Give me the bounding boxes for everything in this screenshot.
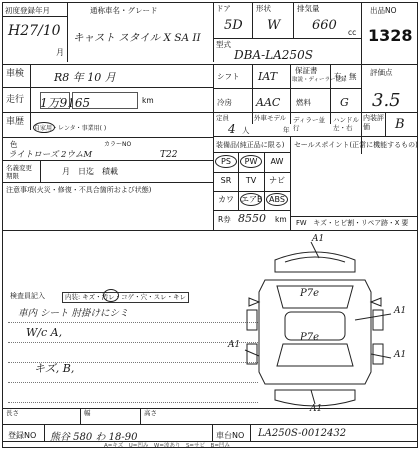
notes-label: 注意事項(火災・修復・不具合箇所および状態) (6, 186, 152, 194)
inspector-note-1: 車内 シート 肘掛けにシミ (18, 308, 129, 319)
first-registration-label: 初度登録年月 (5, 6, 50, 15)
equipment-item: TV (245, 176, 257, 185)
warranty-label: 保証書 (295, 66, 318, 75)
name-change-fields: 月 日迄 積載 (62, 167, 118, 176)
fuel-label: 燃料 (296, 98, 311, 107)
equipment-checked-circle (240, 193, 262, 206)
model-type-label: 型式 (216, 40, 231, 49)
inspection-label: 車検 (6, 69, 25, 79)
diagram-mark-front: P7e (300, 288, 320, 299)
fw-label: FW キズ・ヒビ割・リペア跡・X 要 (296, 219, 409, 227)
model-type-value: DBA-LA250S (234, 48, 313, 62)
diagram-mark-bottom: A1 (310, 404, 323, 414)
ac-label: 冷房 (217, 98, 232, 107)
equipment-item: カワ (218, 195, 234, 204)
inspector-label: 検査員記入 (10, 292, 45, 300)
equipment-item: PW (244, 157, 258, 166)
diagram-mark-right-lower: A1 (394, 350, 407, 360)
dealer-label: ディラー並行 (293, 116, 325, 132)
lot-number: 1328 (368, 26, 413, 45)
equipment-label: 装備品(純正品に限る) (216, 141, 285, 149)
equipment-item: SR (220, 176, 232, 185)
capacity-unit: 人 (242, 126, 250, 135)
mileage-box-1 (40, 92, 70, 109)
interior-label: 内装評価 (363, 114, 384, 131)
reg-no-value: 熊谷 580 わ 18-90 (50, 432, 138, 443)
ac-value: AAC (256, 96, 281, 109)
r-usage-label: R券 (218, 215, 231, 224)
first-registration-unit: 月 (56, 48, 64, 57)
doors-value: 5D (224, 18, 243, 33)
reg-no-label: 登録NO (8, 431, 37, 440)
warranty-value: 有・無 (334, 72, 357, 81)
handle-label: ハンドル左・右 (333, 116, 359, 132)
inspector-note-3: キズ, B, (34, 362, 75, 375)
model-name-label: 通称車名・グレード (90, 6, 158, 15)
chassis-label: 車台NO (216, 431, 245, 440)
shift-value: IAT (258, 70, 278, 83)
capacity-value: 4 (228, 122, 236, 136)
equipment-checked-circle (266, 193, 288, 206)
interior-value: B (395, 117, 405, 132)
equipment-item: AW (270, 157, 284, 166)
doors-label: ドア (216, 4, 231, 13)
lot-label: 出品NO (370, 6, 397, 15)
usage-label: 車歴 (6, 117, 25, 127)
equipment-item: エアB (241, 195, 263, 204)
displacement-unit: cc (348, 28, 357, 37)
length-label: 長さ (6, 409, 19, 417)
score-label: 評価点 (370, 68, 393, 77)
color-value: ライトローズ 2ウムM (8, 150, 93, 160)
dirt-circle (103, 289, 119, 302)
r-usage-unit: km (275, 215, 287, 224)
usage-circle (33, 122, 55, 133)
color-label: 色 (10, 140, 18, 149)
fuel-value: G (340, 96, 349, 109)
name-change-label: 名義変更期限 (6, 164, 32, 180)
diagram-mark-top: A1 (312, 234, 325, 244)
inspector-note-2: W/c A, (26, 326, 63, 339)
capacity-label: 定員 (216, 114, 229, 122)
inspection-value: R8 年 10 月 (54, 71, 116, 84)
equipment-item: ABS (269, 195, 285, 204)
displacement-value: 660 (312, 18, 337, 33)
diagram-mark-right-upper: A1 (394, 306, 407, 316)
model-year-label: 外車モデル (254, 114, 287, 122)
equipment-item: ナビ (269, 176, 285, 185)
first-registration-value: H27/10 (8, 23, 61, 39)
inspector-options: 内装: キズ・汚レ・コゲ・穴・スレ・キレ (62, 292, 189, 303)
shift-label: シフト (217, 72, 240, 81)
displacement-label: 排気量 (297, 4, 320, 13)
diagram-mark-rear: P7e (300, 332, 320, 343)
equipment-checked-circle (215, 155, 237, 168)
diagram-mark-left: A1 (228, 340, 241, 350)
body-shape-value: W (267, 18, 281, 33)
car-damage-diagram (215, 232, 415, 412)
selling-points-label: セールスポイント(正常に機能するもの) (294, 141, 418, 149)
color-code-value: T22 (160, 150, 178, 160)
model-name-value: キャスト スタイル X SA II (73, 32, 201, 44)
usage-options: 自家用・レンタ・事業用( ) (34, 125, 107, 132)
chassis-value: LA250S-0012432 (258, 428, 347, 439)
mileage-value: 1万9165 (40, 96, 91, 110)
width-label: 幅 (84, 409, 91, 417)
score-value: 3.5 (372, 90, 401, 111)
height-label: 高さ (144, 409, 157, 417)
mileage-unit: km (142, 96, 154, 105)
mileage-box-2 (72, 92, 138, 109)
equipment-item: PS (221, 157, 231, 166)
footer-legend: A=キズ U=凹み W=波あり S=サビ B=凹み (104, 443, 230, 449)
r-usage-value: 8550 (238, 212, 266, 225)
warranty-sub: 取説・ディーラー記録 (292, 77, 347, 83)
mileage-label: 走行 (6, 95, 25, 105)
body-shape-label: 形状 (256, 4, 271, 13)
model-year-unit: 年 (283, 126, 290, 134)
equipment-checked-circle (240, 155, 262, 168)
color-code-label: カラーNO (104, 141, 132, 148)
